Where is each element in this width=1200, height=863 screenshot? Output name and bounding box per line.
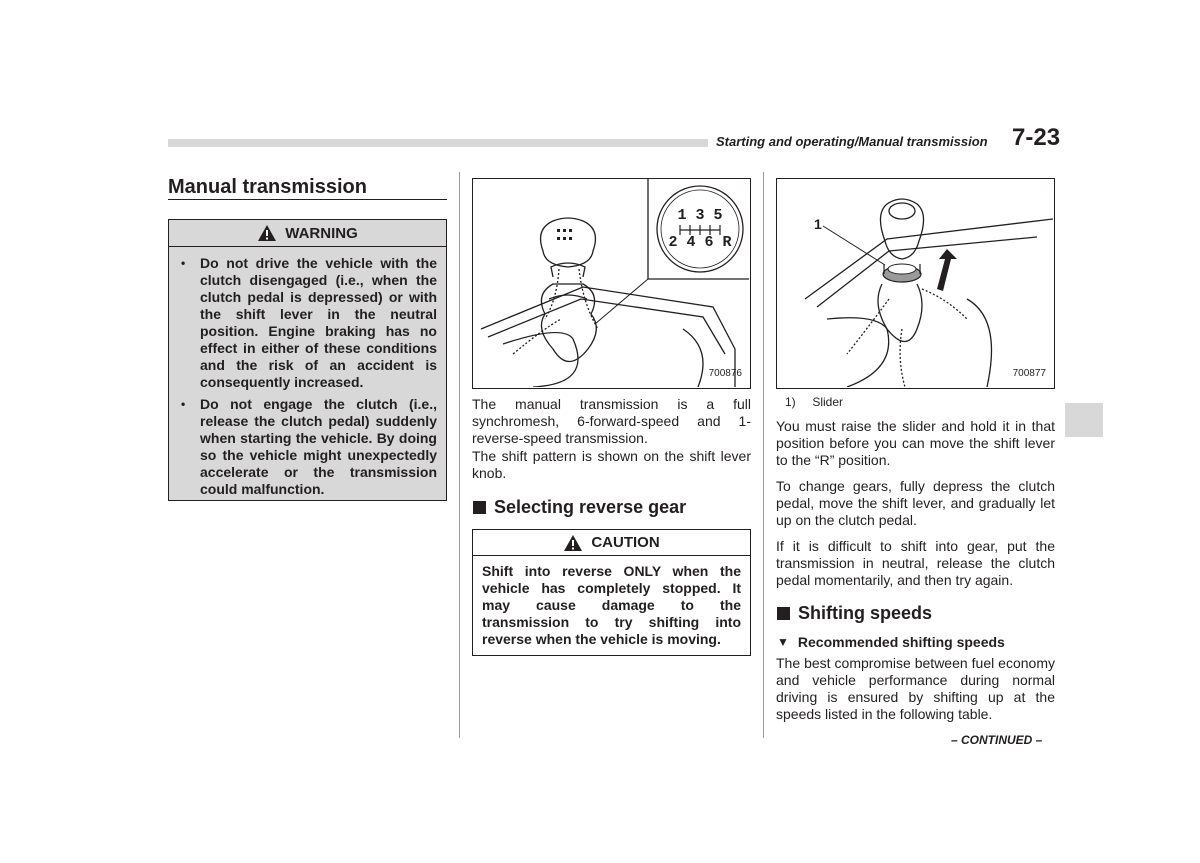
paragraph: To change gears, fully depress the clutch pedal, move the shift lever, and gradually let up on the clutch pedal.: [776, 478, 1055, 528]
square-bullet-icon: [777, 607, 790, 620]
subsubheading: [777, 634, 1005, 650]
header-bar: [168, 139, 708, 147]
slider-illustration: [777, 179, 1053, 387]
warning-item: • Do not engage the clutch (i.e., release the clutch pedal) suddenly when starting the vehicle. By doing so the vehicle might unexpectedly accelerate or the transmission could malfunction.: [178, 396, 437, 498]
warning-label: WARNING: [285, 224, 358, 242]
section-title: Starting and operating/Manual transmission: [716, 134, 988, 149]
column-divider: [763, 172, 764, 738]
figure-legend: 1) Slider: [785, 395, 844, 409]
subheading: [777, 603, 932, 624]
shift-pattern-bottom: 2 4 6 R: [668, 234, 732, 251]
subsubheading-text: Recommended shifting speeds: [797, 634, 1005, 650]
column-divider: [459, 172, 460, 738]
triangle-down-icon: ▼: [777, 635, 789, 649]
figure-code: 700876: [708, 368, 742, 379]
continued-label: – CONTINUED –: [951, 733, 1043, 747]
paragraph: The manual transmission is a full synchromesh, 6-forward-speed and 1-reverse-speed transmission.: [472, 396, 751, 446]
page-heading: Manual transmission: [168, 176, 367, 198]
figure-callout: 1: [814, 216, 822, 232]
paragraph: You must raise the slider and hold it in that position before you can move the shift lever to the “R” position.: [776, 418, 1055, 468]
caution-body: Shift into reverse ONLY when the vehicle has completely stopped. It may cause damage to the transmission to try shifting into reverse when the vehicle is moving.: [472, 556, 751, 656]
slider-figure: [776, 178, 1055, 389]
heading-underline: [168, 199, 447, 200]
caution-triangle-icon: [563, 534, 583, 552]
square-bullet-icon: [473, 501, 486, 514]
warning-header: [168, 219, 447, 247]
warning-body: [168, 247, 447, 501]
warning-triangle-icon: [257, 224, 277, 242]
shift-lever-figure: [472, 178, 751, 389]
paragraph: If it is difficult to shift into gear, put the transmission in neutral, release the clutch pedal momentarily, and then try again.: [776, 538, 1055, 588]
page-number: 7-23: [1012, 124, 1061, 151]
subheading-text: Selecting reverse gear: [494, 497, 687, 517]
chapter-tab: [1065, 403, 1103, 437]
warning-item: • Do not drive the vehicle with the clutch disengaged (i.e., when the clutch pedal is depressed) or with the shift lever in the neutral position. Engine braking has no effect in either of these conditions and the risk of an accident is consequently increased.: [178, 255, 437, 391]
paragraph: The best compromise between fuel economy and vehicle performance during normal driving is ensured by shifting up at the speeds listed in the following table.: [776, 655, 1055, 722]
paragraph: The shift pattern is shown on the shift lever knob.: [472, 448, 751, 481]
caution-header: [472, 529, 751, 556]
figure-code: 700877: [1012, 368, 1046, 379]
shift-pattern-top: 1 3 5: [677, 207, 723, 224]
subheading-text: Shifting speeds: [798, 603, 933, 623]
caution-label: CAUTION: [591, 534, 660, 551]
subheading: [473, 497, 686, 518]
